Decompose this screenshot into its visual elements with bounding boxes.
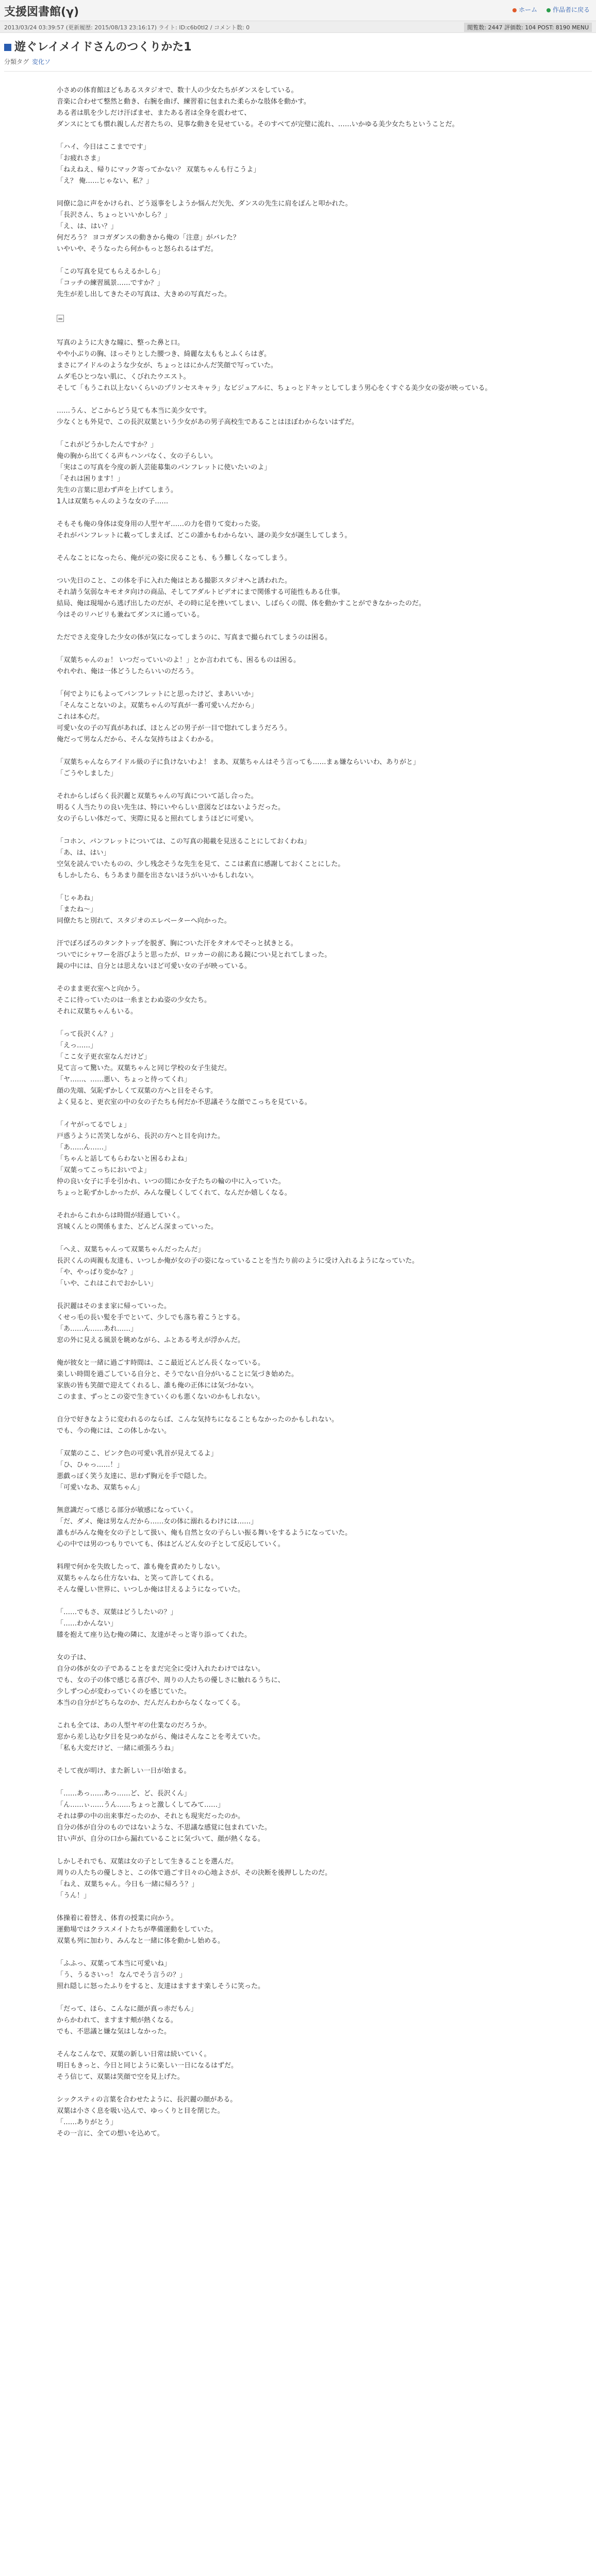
tag-row [4,57,596,66]
story-paragraph: 「双葉ちゃんのぉ！ いつだっていいのよ！」とか言われても、困るものは困る。 やれやれ、俺は一体どうしたらいいのだろう。 [57,656,301,675]
story-paragraph: ……うん、どこからどう見ても本当に美少女です。 少なくとも外見で、この長沢双葉という少女があの男子高校生であることはほぼわからないはずだ。 [57,407,358,426]
story-paragraph: 「へえ、双葉ちゃんって双葉ちゃんだったんだ」 長沢くんの両親も友達も、いつしか俺が女の子の姿になっていることを当たり前のように受け入れるようになっていた。 「や、やっぱり変かな？」 「いや、これはこれでおかしい」 [57,1246,419,1287]
story-paragraph: これも全ては、あの人型ヤギの仕業なのだろうか。 窓から差し込む夕日を見つめながら、俺はそんなことを考えていた。 「私も大変だけど、一緒に頑張ろうね」 [57,1722,265,1752]
story-paragraph: そのまま更衣室へと向かう。 そこに待っていたのは一糸まとわぬ姿の少女たち。 それに双葉ちゃんもいる。 [57,985,211,1015]
site-title[interactable]: 支援図書館(γ) [4,6,79,19]
story-paragraph: 「この写真を見てもらえるかしら」 「コッチの練習風景……ですか？」 先生が差し出してきたその写真は、大きめの写真だった。 [57,268,231,298]
story-paragraph: 長沢麗はそのまま家に帰っていった。 くせっ毛の長い髪を手でといて、少しでも落ち着こうとする。 「あ……ん……あれ……」 窓の外に見える風景を眺めながら、ふとある考えが浮かんだ。 [57,1302,245,1344]
story-paragraph: 写真のように大きな瞳に、整った鼻と口。 やや小ぶりの胸、ほっそりとした腰つき、綺麗な太ももとふくらはぎ。 まさにアイドルのような少女が、ちょっとはにかんだ笑顔で写っていた。 ムダ毛ひとつない肌に、くびれたウエスト。 そして「もうこれ以上ないくらいのプリンセスキャラ」なビジュアルに、ちょっとドキッとしてしまう男心をくすぐる美少女の姿が映っている。 [57,339,492,392]
home-link[interactable]: ホーム [512,6,537,13]
story-paragraph: 汗でぼろぼろのタンクトップを脱ぎ、胸についた汗をタオルでそっと拭きとる。 ついでにシャワーを浴びようと思ったが、ロッカーの前にある鏡につい見とれてしまった。 鏡の中には、自分とは思えないほど可愛い女の子が映っている。 [57,940,332,970]
story-paragraph: 「ハイ、今日はここまでです」 「お疲れさま」 「ねえねえ、帰りにマック寄ってかない？ 双葉ちゃんも行こうよ」 「え？ 俺……じゃない、私？」 [57,143,260,185]
divider [4,71,592,72]
tag-label: 分類タグ [4,58,29,65]
story-paragraph: 「……でもさ、双葉はどうしたいの？」 「……わかんない」 膝を抱えて座り込む俺の隣に、友達がそっと寄り添ってくれた。 [57,1608,252,1639]
story-paragraph: そもそも俺の身体は変身用の人型ヤギ……の力を借りて変わった姿。 それがパンフレットに載ってしまえば、どこの誰かもわからない、謎の美少女が誕生してしまう。 [57,520,352,539]
work-title [4,38,596,54]
story-paragraph: 「双葉ちゃんならアイドル級の子に負けないわよ！ まあ、双葉ちゃんはそう言っても……まぁ嫌ならいいわ、ありがと」 「ごうやしました」 [57,758,420,777]
story-paragraph: 「だって、ほら、こんなに顔が真っ赤だもん」 からかわれて、ますます頬が熱くなる。 でも、不思議と嫌な気はしなかった。 [57,2005,197,2036]
story-paragraph: 「何でよりにもよってパンフレットにと思ったけど、まあいいか」 「そんなことないのよ。双葉ちゃんの写真が一番可愛いんだから」 これは本心だ。 可愛い女の子の写真があれば、ほとんどの男子が一目で惚れてしまうだろう。 俺だって男なんだから、そんな気持ちはよくわかる。 [57,690,292,743]
story-body [57,85,541,2140]
story-paragraph: ただでさえ変身した少女の体が気になってしまうのに、写真まで撮られてしまうのは困る。 [57,634,332,641]
story-paragraph: 体操着に着替え、体育の授業に向かう。 運動場ではクラスメイトたちが準備運動をしていた。 双葉も列に加わり、みんなと一緒に体を動かし始める。 [57,1914,225,1945]
back-to-author-link[interactable]: 作品者に戻る [547,6,590,13]
story-paragraph: そんなこんなで、双葉の新しい日常は続いていく。 明日もきっと、今日と同じように楽しい一日になるはずだ。 そう信じて、双葉は笑顔で空を見上げた。 [57,2050,238,2081]
story-paragraph: 「これがどうかしたんですか？」 俺の胸から出てくる声もハンパなく、女の子らしい。 「実はこの写真を今度の新人芸能募集のパンフレットに使いたいのよ」 「それは困ります！」 先生の言葉に思わず声を上げてしまう。 1人は双葉ちゃんのような女の子…… [57,441,271,505]
story-paragraph: つい先日のこと、この体を手に入れた俺はとある撮影スタジオへと誘われた。 それ請う気弱なキモオタ向けの商品、そしてアダルトビデオにまで関係する可能性もある仕事。 結局、俺は現場から逃げ出したのだが、その時に足を挫いてしまい、しばらくの間、体を動かすことができなかったのだ。 今はそのリハビリも兼ねてダンスに通っている。 [57,577,426,619]
story-paragraph: 俺が彼女と一緒に過ごす時間は、ここ最近どんどん長くなっている。 楽しい時間を過ごしている自分と、そうでない自分がいることに気づき始めた。 家族の皆も笑顔で迎えてくれるし、誰も俺の正体には気づかない。 このまま、ずっとこの姿で生きていくのも悪くないのかもしれない。 [57,1359,299,1401]
top-links [505,5,590,14]
doc-icon [4,44,11,51]
top-bar [0,0,596,21]
story-paragraph: 同僚に急に声をかけられ、どう返事をしようか悩んだ矢先、ダンスの先生に肩をぽんと叩かれた。 「長沢さん、ちょっといいかしら？」 「え、は、はい？」 何だろう？ ヨコガダンスの動きから俺の「注意」がバレた？ いやいや、そうなったら何かもっと怒られるはずだ。 [57,200,352,253]
story-paragraph: シックスティの言葉を合わせたように、長沢麗の顔がある。 双葉は小さく息を吸い込んで、ゆっくりと目を閉じた。 「……ありがとう」 その一言に、全ての想いを込めて。 [57,2096,237,2138]
story-paragraph: 自分で好きなように変われるのならば、こんな気持ちになることもなかったのかもしれない。 でも、今の俺には、この体しかない。 [57,1416,339,1435]
story-paragraph: 「じゃあね」 「またね～」 同僚たちと別れて、スタジオのエレベーターへ向かった。 [57,894,231,925]
story-paragraph: そして夜が明け、また新しい一日が始まる。 [57,1767,191,1775]
story-paragraph: 「って長沢くん？」 「えっ……」 「ここ女子更衣室なんだけど」 見て言って驚いた。双葉ちゃんと同じ学校の女子生徒だ。 「ヤ……、……悪い、ちょっと待ってくれ」 顔の先端、気恥ずかしくて双葉の方へと目をそらす。 よく見ると、更衣室の中の女の子たちも何だか不思議そうな顔でこっちを見ている。 [57,1030,311,1106]
story-paragraph: 「……あっ……あっ……ど、ど、長沢くん」 「ん……ぃ……うん……ちょっと激しくしてみて……」 それは夢の中の出来事だったのか、それとも現実だったのか。 自分の体が自分のものではないような、不思議な感覚に包まれていた。 甘い声が、自分の口から漏れていることに気づいて、顔が熱くなる。 [57,1790,272,1843]
story-paragraph: 「コホン、パンフレットについては、この写真の掲載を見送ることにしておくわね」 「あ、は、はい」 空気を読んでいたものの、少し残念そうな先生を見て、ここは素直に感謝しておくことにした。 もしかしたら、もうあまり顔を出さないほうがいいかもしれない。 [57,838,345,879]
story-paragraph: 無意識だって感じる部分が敏感になっていく。 「だ、ダメ、俺は男なんだから……女の体に溺れるわけには……」 誰もがみんな俺を女の子として扱い、俺も自然と女の子らしい振る舞いをするようになっていた。 心の中では男のつもりでいても、体はどんどん女の子として反応していく。 [57,1506,352,1548]
broken-image-icon [57,315,64,322]
author-icon [547,8,551,12]
story-paragraph: それからしばらく長沢麗と双葉ちゃんの写真について話し合った。 明るく人当たりの良い先生は、特にいやらしい意図などはないようだった。 女の子らしい体だって、実際に見ると照れてしまうほどに可愛い。 [57,792,285,823]
story-paragraph: しかしそれでも、双葉は女の子として生きることを選んだ。 周りの人たちの優しさと、この体で過ごす日々の心地よさが、その決断を後押ししたのだ。 「ねえ、双葉ちゃん。今日も一緒に帰ろう？」 「うん！」 [57,1858,332,1900]
story-paragraph: そんなことになったら、俺が元の姿に戻ることも、もう難しくなってしまう。 [57,554,292,562]
story-paragraph: 「ふふっ、双葉って本当に可愛いね」 「う、うるさいっ！ なんでそう言うの？」 照れ隠しに怒ったふりをすると、友達はますます楽しそうに笑った。 [57,1960,265,1990]
tag-link[interactable]: 変化ソ [32,58,51,65]
work-title-text: 遊ぐレイメイドさんのつくりかた1 [14,41,192,54]
sub-bar [0,21,596,33]
post-info: 2013/03/24 03:39:57 (更新履歴: 2015/08/13 23:16:17) ライト: ID:c6b0tI2 / コメント数: 0 [4,24,250,31]
story-paragraph: 「双葉のここ、ピンク色の可愛い乳首が見えてるよ」 「ひ、ひゃっ……！」 悪戯っぽく笑う友達に、思わず胸元を手で隠した。 「可愛いなあ、双葉ちゃん」 [57,1450,218,1492]
story-paragraph: それからこれからは時間が経過していく。 宮城くんとの関係もまた、どんどん深まっていった。 [57,1212,218,1231]
story-paragraph: 女の子は、 自分の体が女の子であることをまだ完全に受け入れたわけではない。 でも、女の子の体で感じる喜びや、周りの人たちの優しさに触れるうちに、 少しずつ心が変わっていくのを感じていた。 本当の自分がどちらなのか、だんだんわからなくなってくる。 [57,1654,285,1707]
story-paragraph: 「イヤがってるでしょ」 戸惑うように苦笑しながら、長沢の方へと目を向けた。 「あ……ん……」 「ちゃんと話してもらわないと困るわよね」 「双葉ってこっちにおいでよ」 仲の良い女子に手を引かれ、いつの間にか女子たちの輪の中に入っていた。 ちょっと恥ずかしかったが、みんな優しくしてくれて、なんだか嬉しくなる。 [57,1121,291,1197]
story-paragraph: 小さめの体育館ほどもあるスタジオで、数十人の少女たちがダンスをしている。 音楽に合わせて整然と動き、右腕を曲げ、練習着に包まれた柔らかな肢体を動かす。 ある者は肌を少しだけ汗ばませ、またある者は全身を震わせて、 ダンスにとても慣れ親しんだ者たちの、見事な動きを見せている。そのすべてが完璧に流れ、……いかゆる美少女たちということだ。 [57,87,459,128]
home-icon [512,8,517,12]
story-paragraph: 料理で何かを失敗したって、誰も俺を責めたりしない。 双葉ちゃんなら仕方ないね、と笑って許してくれる。 そんな優しい世界に、いつしか俺は甘えるようになっていた。 [57,1563,245,1594]
stats-info: 閲覧数: 2447 評価数: 104 POST: 8190 MENU [464,23,592,32]
